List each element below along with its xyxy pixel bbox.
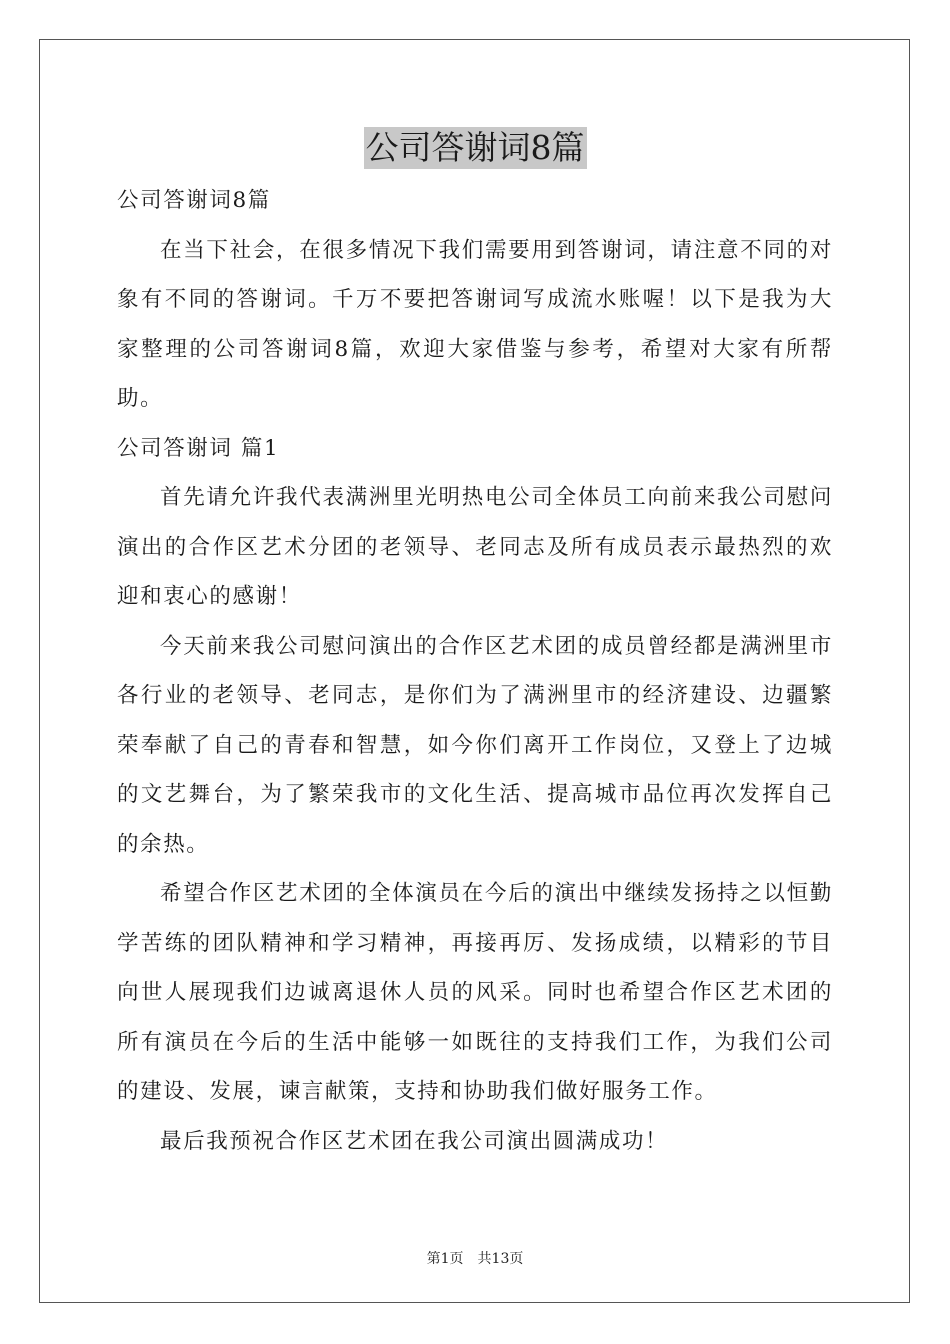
- document-title: 公司答谢词8篇: [365, 128, 585, 167]
- document-subtitle: 公司答谢词8篇: [117, 188, 271, 213]
- body-paragraph-3: 希望合作区艺术团的全体演员在今后的演出中继续发扬持之以恒勤学苦练的团队精神和学习精神，再接再厉、发扬成绩，以精彩的节目向世人展现我们边诚离退休人员的风采。同时也希望合作区艺术团的所有演员在今后的生活中能够一如既往的支持我们工作，为我们公司的建设、发展，谏言献策，支持和协助我们做好服务工作。: [117, 881, 833, 1104]
- section-heading: 公司答谢词 篇1: [117, 435, 280, 461]
- document-body: [117, 176, 833, 1166]
- body-paragraph-1: 首先请允许我代表满洲里光明热电公司全体员工向前来我公司慰问演出的合作区艺术分团的老领导、老同志及所有成员表示最热烈的欢迎和衷心的感谢！: [117, 485, 833, 609]
- intro-paragraph: 在当下社会，在很多情况下我们需要用到答谢词，请注意不同的对象有不同的答谢词。千万不要把答谢词写成流水账喔！以下是我为大家整理的公司答谢词8篇，欢迎大家借鉴与参考，希望对大家有所帮助。: [117, 237, 833, 411]
- page-number-footer: 第1页 共13页: [426, 1251, 524, 1267]
- body-paragraph-4: 最后我预祝合作区艺术团在我公司演出圆满成功！: [160, 1128, 669, 1154]
- body-paragraph-2: 今天前来我公司慰问演出的合作区艺术团的成员曾经都是满洲里市各行业的老领导、老同志，是你们为了满洲里市的经济建设、边疆繁荣奉献了自己的青春和智慧，如今你们离开工作岗位，又登上了边城的文艺舞台，为了繁荣我市的文化生活、提高城市品位再次发挥自己的余热。: [117, 633, 833, 857]
- title-container: [0, 127, 950, 169]
